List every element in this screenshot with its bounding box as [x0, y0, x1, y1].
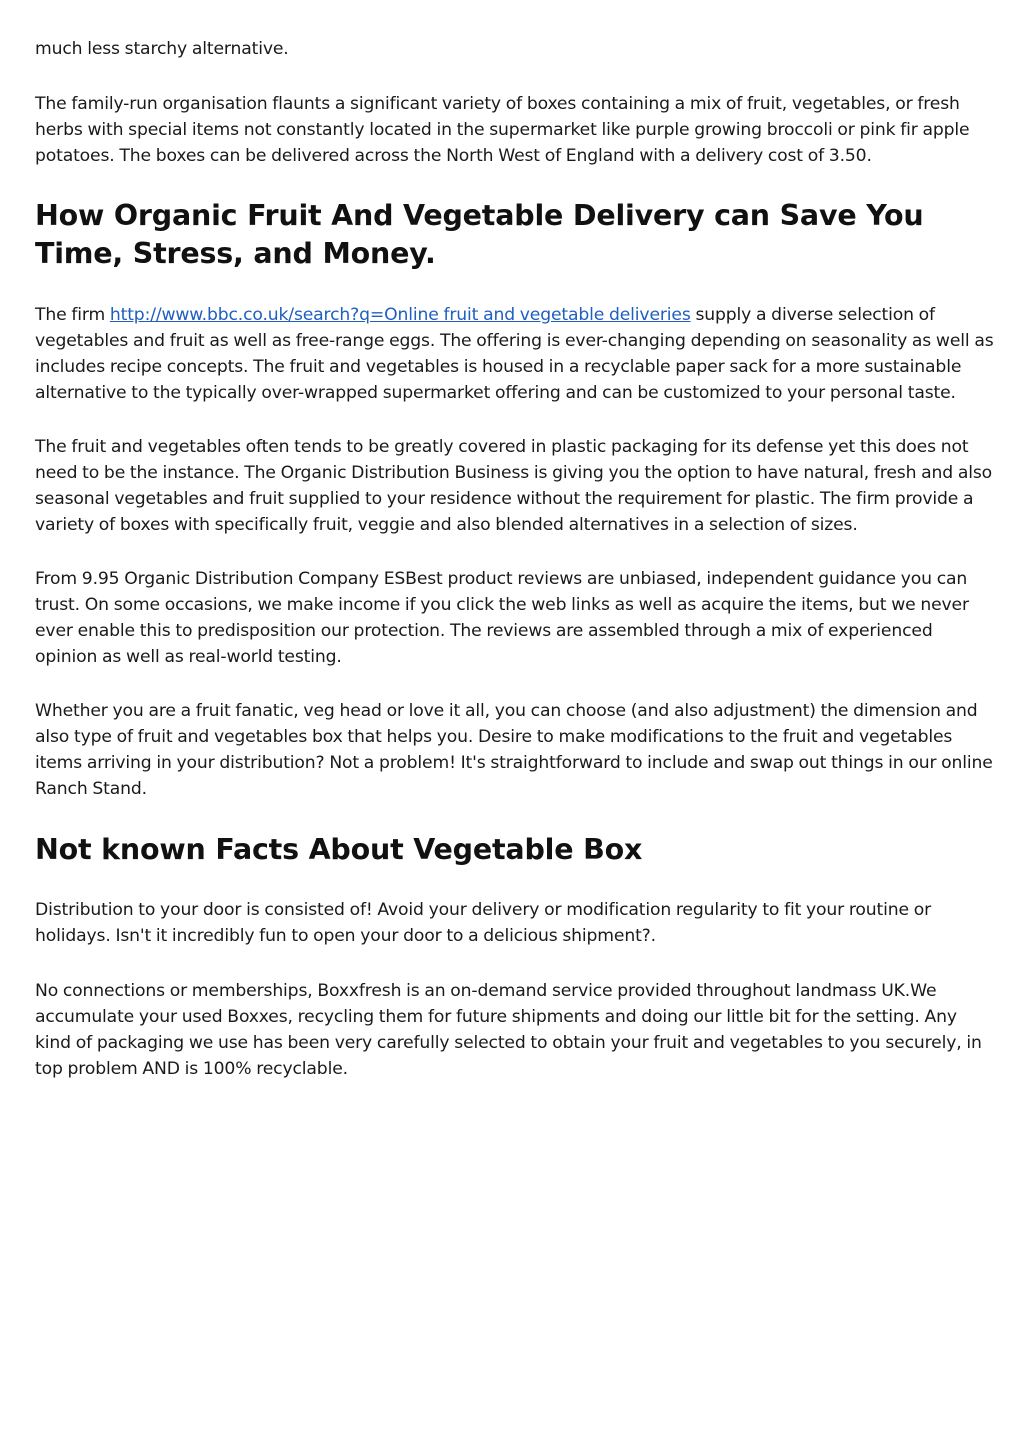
paragraph-reviews: From 9.95 Organic Distribution Company ESBest product reviews are unbiased, independent guidance you can trust. On some occasions, we make income if you click the web links as well as acquire the items, but we never ever enable this to predisposition our protection. The reviews are assembled through a mix of experienced opinion as well as real-world testing. — [35, 569, 969, 667]
paragraph-plastic-packaging: The fruit and vegetables often tends to be greatly covered in plastic packaging for its defense yet this does not need to be the instance. The Organic Distribution Business is giving you the option to have natural, fresh and also seasonal vegetables and fruit supplied to your residence without the requirement for plastic. The firm provide a variety of boxes with specifically fruit, veggie and also blended alternatives in a selection of sizes. — [35, 437, 993, 535]
paragraph-fruit-fanatic: Whether you are a fruit fanatic, veg head or love it all, you can choose (and also adjustment) the dimension and also type of fruit and vegetables box that helps you. Desire to make modifications to the fruit and vegetables items arriving in your distribution? Not a problem! It's straightforward to include and swap out things in our online Ranch Stand. — [35, 701, 993, 799]
paragraph-the-firm — [35, 302, 995, 406]
heading-organic-delivery: How Organic Fruit And Vegetable Delivery can Save You Time, Stress, and Money. — [35, 199, 924, 270]
paragraph-the-firm-rest: supply a diverse selection of vegetables and fruit as well as free-range eggs. The offering is ever-changing depending on seasonality as well as includes recipe concepts. The fruit and vegetables is housed in a recyclable paper sack for a more sustainable alternative to the typically over-wrapped supermarket offering and can be customized to your personal taste. — [35, 305, 994, 403]
heading-vegetable-box: Not known Facts About Vegetable Box — [35, 833, 643, 866]
paragraph-intro-end: much less starchy alternative. — [35, 39, 289, 59]
paragraph-boxxfresh: No connections or memberships, Boxxfresh is an on-demand service provided throughout landmass UK.We accumulate your used Boxxes, recycling them for future shipments and doing our little bit for the setting. Any kind of packaging we use has been very carefully selected to obtain your fruit and vegetables to you securely, in top problem AND is 100% recyclable. — [35, 981, 982, 1079]
paragraph-distribution-door: Distribution to your door is consisted of! Avoid your delivery or modification regularity to fit your routine or holidays. Isn't it incredibly fun to open your door to a delicious shipment?. — [35, 900, 932, 946]
paragraph-the-firm-lead: The firm — [35, 305, 110, 325]
bbc-search-link[interactable]: http://www.bbc.co.uk/search?q=Online fruit and vegetable deliveries — [109, 305, 691, 325]
paragraph-family-run: The family-run organisation flaunts a significant variety of boxes containing a mix of fruit, vegetables, or fresh herbs with special items not constantly located in the supermarket like purple growing broccoli or pink fir apple potatoes. The boxes can be delivered across the North West of England with a delivery cost of 3.50. — [35, 94, 970, 166]
